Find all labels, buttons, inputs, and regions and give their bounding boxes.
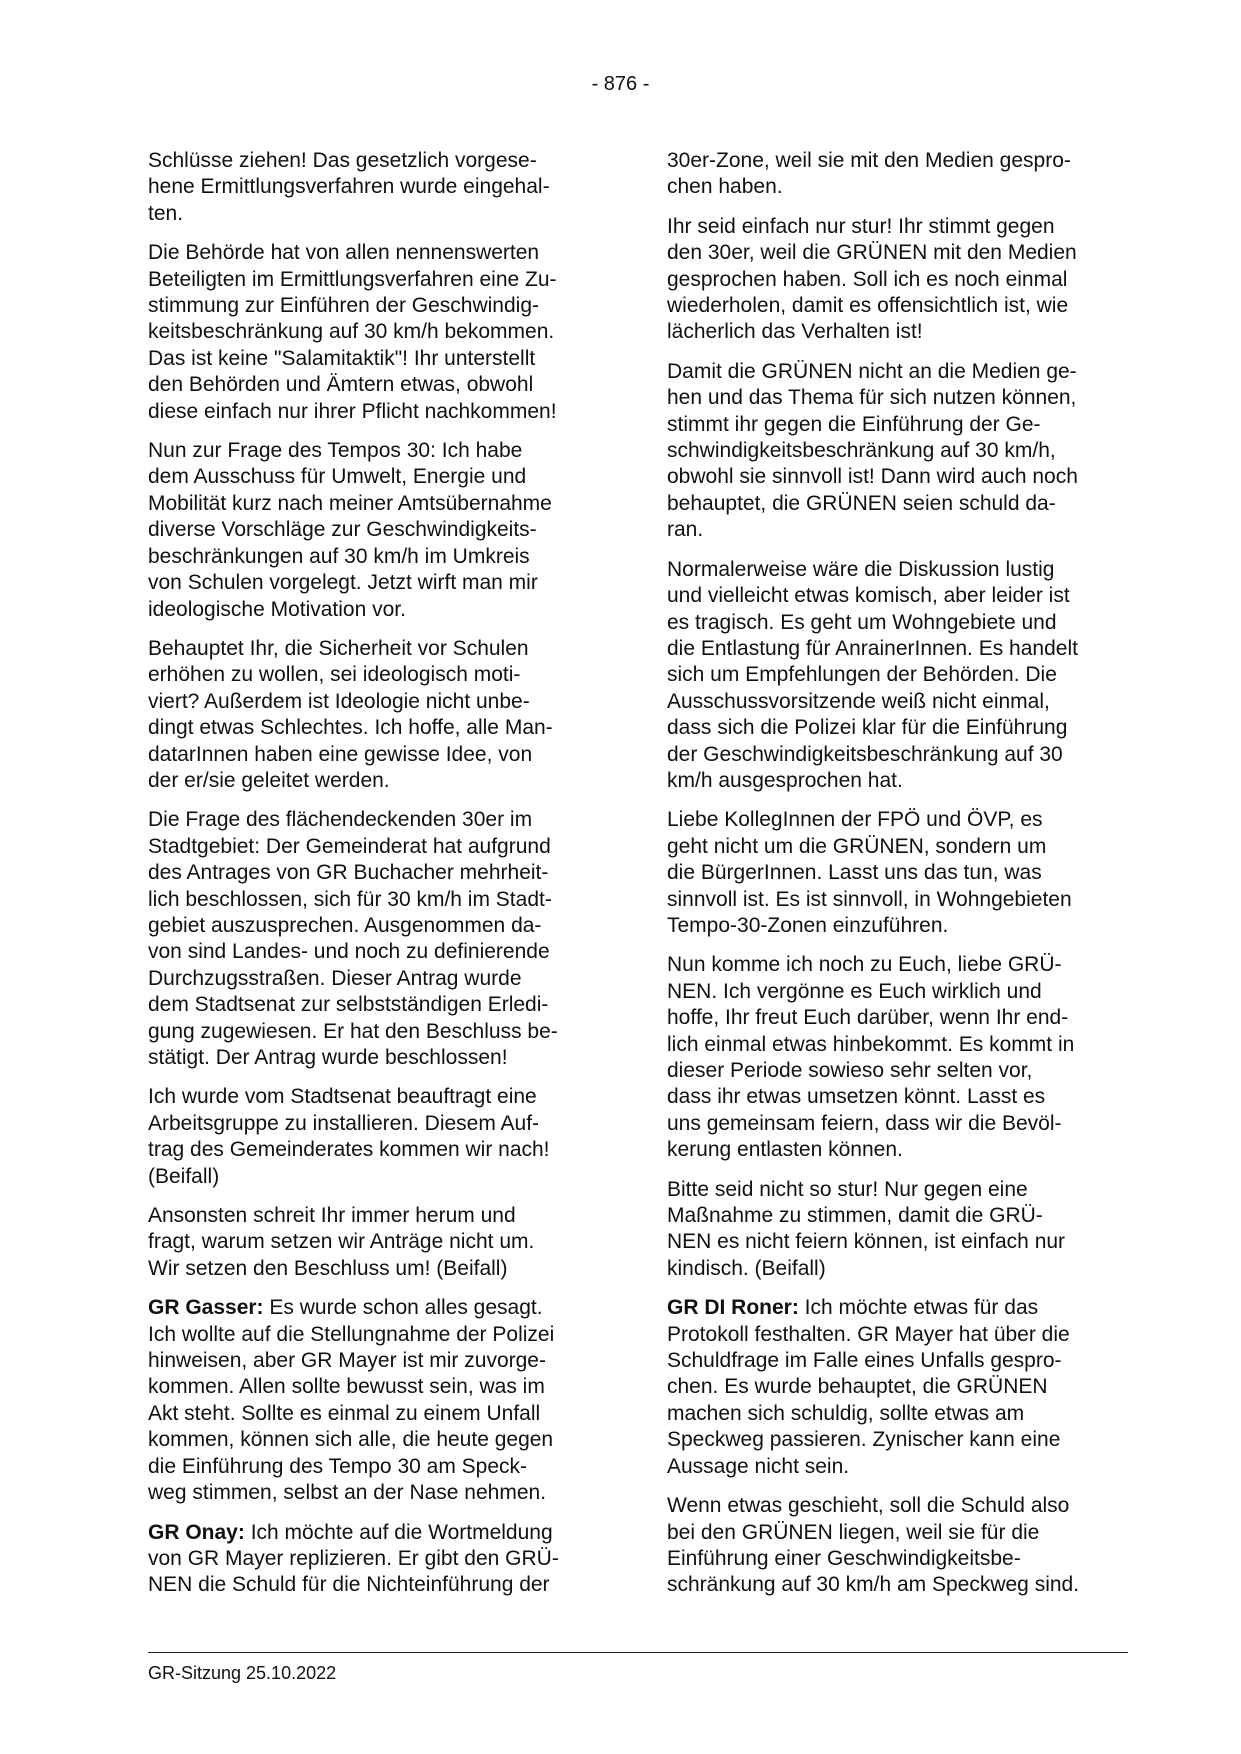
speaker-name: GR DI Roner: (667, 1296, 799, 1320)
right-column (667, 148, 1127, 1612)
speaker-name: GR Onay: (148, 1520, 245, 1544)
paragraph: Liebe KollegInnen der FPÖ und ÖVP, es geht nicht um die GRÜNEN, sondern um die BürgerInnen. Lasst uns das tun, was sinnvoll ist. Es ist sinnvoll, in Wohngebieten Tempo-30-Zonen einzuführen. (667, 808, 1072, 937)
paragraph: Nun zur Frage des Tempos 30: Ich habe dem Ausschuss für Umwelt, Energie und Mobilität kurz nach meiner Amtsübernahme diverse Vorschläge zur Geschwindigkeits- beschränkungen auf 30 km/h im Umkreis von Schulen vorgelegt. Jetzt wirft man mir ideologische Motivation vor. (148, 439, 552, 621)
paragraph: Ich wurde vom Stadtsenat beauftragt eine Arbeitsgruppe zu installieren. Diesem Auf- trag des Gemeinderates kommen wir nach! (Beifall) (148, 1085, 550, 1188)
paragraph: Wenn etwas geschieht, soll die Schuld also bei den GRÜNEN liegen, weil sie für die Einführung einer Geschwindigkeitsbe- schränkung auf 30 km/h am Speckweg sind. (667, 1494, 1080, 1597)
footer-divider (148, 1652, 1128, 1653)
paragraph: Behauptet Ihr, die Sicherheit vor Schulen erhöhen zu wollen, sei ideologisch moti- viert? Außerdem ist Ideologie nicht unbe- dingt etwas Schlechtes. Ich hoffe, alle Man- datarInnen haben eine gewisse Idee, von der er/sie geleitet werden. (148, 636, 553, 792)
speaker-name: GR Gasser: (148, 1296, 264, 1320)
speaker-paragraph (148, 1295, 603, 1506)
paragraph: Nun komme ich noch zu Euch, liebe GRÜ- NEN. Ich vergönne es Euch wirklich und hoffe, Ihr freut Euch darüber, wenn Ihr end- lich einmal etwas hinbekommt. Es kommt in dieser Periode sowieso sehr selten vor, dass ihr etwas umsetzen könnt. Lasst es uns gemeinsam feiern, dass wir die Bevöl- kerung entlasten können. (667, 953, 1075, 1162)
page-number: - 876 - (591, 73, 650, 95)
paragraph: Die Frage des flächendeckenden 30er im Stadtgebiet: Der Gemeinderat hat aufgrund des Antrages von GR Buchacher mehrheit- lich beschlossen, sich für 30 km/h im Stadt- gebiet auszusprechen. Ausgenommen da- von sind Landes- und noch zu definierende Durchzugsstraßen. Dieser Antrag wurde dem Stadtsenat zur selbstständigen Erledi- gung zugewiesen. Er hat den Beschluss be- stätigt. Der Antrag wurde beschlossen! (148, 808, 558, 1069)
speaker-text: Es wurde schon alles gesagt. Ich wollte auf die Stellungnahme der Polizei hinweisen, aber GR Mayer ist mir zuvorge- kommen. Allen sollte bewusst sein, was im Akt steht. Sollte es einmal zu einem Unfall kommen, können sich alle, die heute gegen die Einführung des Tempo 30 am Speck- weg stimmen, selbst an der Nase nehmen. (148, 1296, 555, 1505)
paragraph: 30er-Zone, weil sie mit den Medien gespro- chen haben. (667, 149, 1071, 199)
speaker-paragraph (667, 1295, 1127, 1480)
left-column (148, 148, 603, 1612)
footer-label: GR-Sitzung 25.10.2022 (148, 1663, 337, 1683)
speaker-paragraph (148, 1520, 603, 1599)
speaker-text: Ich möchte auf die Wortmeldung von GR Mayer replizieren. Er gibt den GRÜ- NEN die Schuld für die Nichteinführung der (148, 1520, 559, 1597)
paragraph: Ansonsten schreit Ihr immer herum und fragt, warum setzen wir Anträge nicht um. Wir setzen den Beschluss um! (Beifall) (148, 1204, 535, 1280)
speaker-text: Ich möchte etwas für das Protokoll festhalten. GR Mayer hat über die Schuldfrage im Falle eines Unfalls gespro- chen. Es wurde behauptet, die GRÜNEN machen sich schuldig, sollte etwas am Speckweg passieren. Zynischer kann eine Aussage nicht sein. (667, 1296, 1070, 1478)
paragraph: Damit die GRÜNEN nicht an die Medien ge- hen und das Thema für sich nutzen können, stimmt ihr gegen die Einführung der Ge- schwindigkeitsbeschränkung auf 30 km/h, obwohl sie sinnvoll ist! Dann wird auch noch behauptet, die GRÜNEN seien schuld da- ran. (667, 359, 1078, 542)
paragraph: Ihr seid einfach nur stur! Ihr stimmt gegen den 30er, weil die GRÜNEN mit den Medien gesprochen haben. Soll ich es noch einmal wiederholen, damit es offensichtlich ist, wie lächerlich das Verhalten ist! (667, 214, 1077, 344)
paragraph: Bitte seid nicht so stur! Nur gegen eine Maßnahme zu stimmen, damit die GRÜ- NEN es nicht feiern können, ist einfach nur kindisch. (Beifall) (667, 1177, 1066, 1280)
paragraph: Normalerweise wäre die Diskussion lustig und vielleicht etwas komisch, aber leider ist es tragisch. Es geht um Wohngebiete und die Entlastung für AnrainerInnen. Es handelt sich um Empfehlungen der Behörden. Die Ausschussvorsitzende weiß nicht einmal, dass sich die Polizei klar für die Einführung der Geschwindigkeitsbeschränkung auf 30 km/h ausgesprochen hat. (667, 557, 1078, 792)
paragraph: Schlüsse ziehen! Das gesetzlich vorgese- hene Ermittlungsverfahren wurde eingehal- ten. (148, 149, 550, 225)
paragraph: Die Behörde hat von allen nennenswerten Beteiligten im Ermittlungsverfahren eine Zu- stimmung zur Einführen der Geschwindig- keitsbeschränkung auf 30 km/h bekommen. Das ist keine "Salamitaktik"! Ihr unterstellt den Behörden und Ämtern etwas, obwohl diese einfach nur ihrer Pflicht nachkommen! (148, 241, 557, 423)
